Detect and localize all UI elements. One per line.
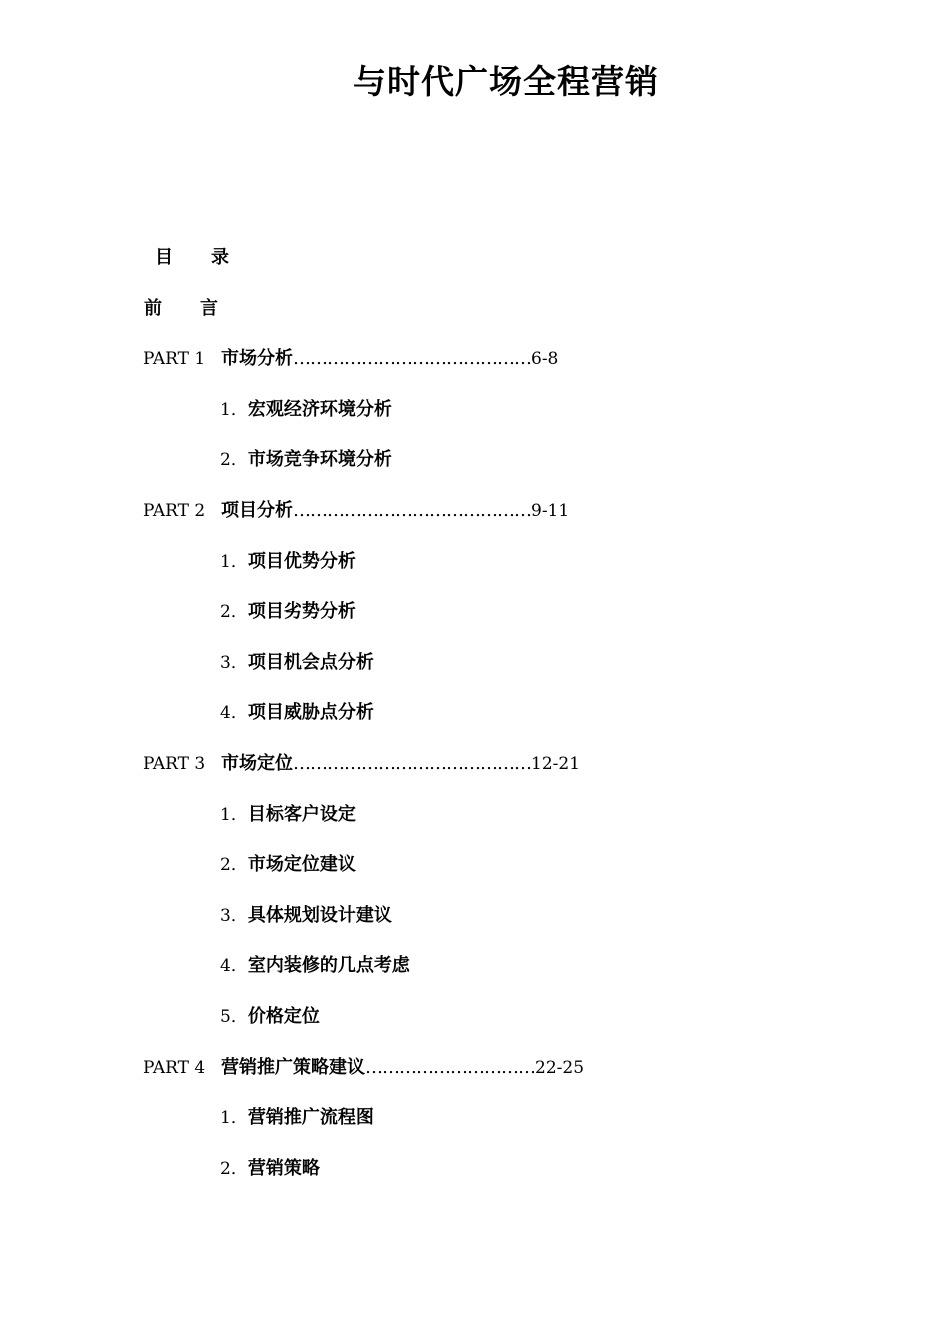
- dot-leader: ……………………………………: [293, 753, 531, 774]
- toc-subitem: [220, 904, 392, 928]
- toc-preface: [144, 297, 218, 321]
- subitem-number: 1．: [220, 1108, 248, 1128]
- subitem-number: 1．: [220, 805, 248, 825]
- toc-subitem: [220, 1005, 320, 1029]
- subitem-number: 1．: [220, 552, 248, 572]
- toc-part-1: [143, 347, 558, 371]
- part-title: 项目分析: [221, 500, 293, 521]
- preface-left: 前: [144, 298, 162, 319]
- toc-subitem: [220, 550, 356, 574]
- part-label: PART 2: [143, 501, 206, 521]
- toc-subitem: [220, 448, 392, 472]
- subitem-number: 4．: [220, 956, 248, 976]
- toc-heading-left: 目: [155, 247, 173, 268]
- toc-subitem: [220, 600, 356, 624]
- part-title: 市场定位: [221, 753, 293, 774]
- toc-subitem: [220, 803, 356, 827]
- subitem-label: 市场定位建议: [247, 854, 356, 875]
- part-label: PART 1: [143, 349, 206, 369]
- toc-heading: [155, 246, 229, 270]
- toc-subitem: [220, 651, 374, 675]
- toc-heading-right: 录: [211, 247, 229, 268]
- toc-subitem: [220, 1157, 320, 1181]
- toc-subitem: [220, 398, 392, 422]
- dot-leader: …………………………: [365, 1057, 535, 1078]
- subitem-number: 2．: [220, 1159, 248, 1179]
- subitem-label: 营销推广流程图: [247, 1107, 374, 1128]
- toc-part-4: [143, 1056, 584, 1080]
- subitem-label: 营销策略: [247, 1158, 320, 1179]
- subitem-number: 4．: [220, 703, 248, 723]
- part-label: PART 3: [143, 754, 206, 774]
- subitem-label: 项目劣势分析: [247, 601, 356, 622]
- subitem-number: 3．: [220, 653, 248, 673]
- subitem-label: 市场竞争环境分析: [247, 449, 392, 470]
- preface-right: 言: [200, 298, 218, 319]
- subitem-number: 1．: [220, 400, 248, 420]
- subitem-number: 2．: [220, 855, 248, 875]
- page-range: 12-21: [531, 754, 581, 774]
- part-label: PART 4: [143, 1058, 206, 1078]
- document-title: 与时代广场全程营销: [353, 62, 659, 101]
- toc-subitem: [220, 853, 356, 877]
- toc-subitem: [220, 1106, 374, 1130]
- subitem-label: 价格定位: [247, 1006, 320, 1027]
- subitem-label: 项目威胁点分析: [247, 702, 374, 723]
- subitem-label: 项目机会点分析: [247, 652, 374, 673]
- subitem-number: 2．: [220, 450, 248, 470]
- subitem-label: 室内装修的几点考虑: [247, 955, 410, 976]
- part-title: 营销推广策略建议: [221, 1057, 365, 1078]
- subitem-number: 5．: [220, 1007, 248, 1027]
- page-range: 9-11: [531, 501, 570, 521]
- page-range: 22-25: [535, 1058, 585, 1078]
- toc-subitem: [220, 701, 374, 725]
- dot-leader: ……………………………………: [293, 500, 531, 521]
- toc-subitem: [220, 954, 410, 978]
- part-title: 市场分析: [221, 348, 293, 369]
- dot-leader: ……………………………………: [293, 348, 531, 369]
- subitem-number: 2．: [220, 602, 248, 622]
- subitem-label: 宏观经济环境分析: [247, 399, 392, 420]
- subitem-label: 目标客户设定: [247, 804, 356, 825]
- subitem-number: 3．: [220, 906, 248, 926]
- subitem-label: 具体规划设计建议: [247, 905, 392, 926]
- toc-part-2: [143, 499, 569, 523]
- toc-part-3: [143, 752, 580, 776]
- subitem-label: 项目优势分析: [247, 551, 356, 572]
- page-range: 6-8: [531, 349, 559, 369]
